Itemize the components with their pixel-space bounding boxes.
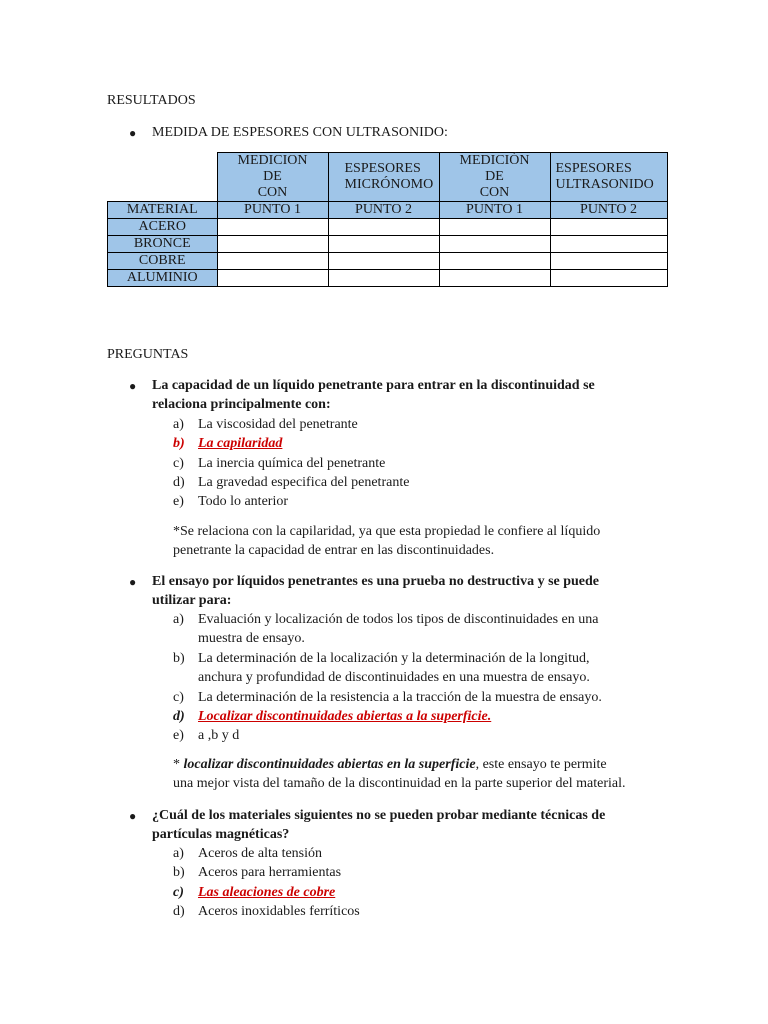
question-2-note: * localizar discontinuidades abiertas en la superficie, este ensayo te permite una mejor vista del tamaño de la discontinuidad en la parte superior del material. [173,757,626,791]
bullet-icon: ● [129,126,137,140]
table-cell [217,236,328,253]
table-cell [328,236,439,253]
table-cell [217,219,328,236]
row-label-acero: ACERO [108,219,218,236]
measure-item: MEDIDA DE ESPESORES CON ULTRASONIDO: [152,125,448,140]
table-cell [550,236,667,253]
results-heading: RESULTADOS [107,93,196,108]
table-row [108,270,668,287]
table-cell [217,270,328,287]
row-label-cobre: COBRE [108,253,218,270]
header-espesores-ultrasonido: ESPESORES ULTRASONIDO [550,153,667,202]
question-1-text: La capacidad de un líquido penetrante para entrar en la discontinuidad se relaciona principalmente con: [152,378,595,412]
header-medicion-micrometro: MEDICION DE CON [217,153,328,202]
subheader-punto1-micro: PUNTO 1 [217,202,328,219]
header-espesores-micronomo: ESPESORES MICRÓNOMO [328,153,439,202]
table-cell [439,270,550,287]
table-cell [439,219,550,236]
table-row [108,219,668,236]
header-medicion-ultrasonido: MEDICIÓN DE CON [439,153,550,202]
table-cell [328,253,439,270]
question-3-text: ¿Cuál de los materiales siguientes no se pueden probar mediante técnicas de partículas magnéticas? [152,808,606,842]
table-cell [439,236,550,253]
table-row [108,253,668,270]
table-corner [108,153,218,202]
table-cell [328,219,439,236]
question-1-note: *Se relaciona con la capilaridad, ya que esta propiedad le confiere al líquido penetrante la capacidad de entrar en las discontinuidades. [173,524,601,558]
table-cell [550,270,667,287]
questions-heading: PREGUNTAS [107,347,189,362]
table-cell [439,253,550,270]
table-cell [550,219,667,236]
table-cell [550,253,667,270]
subheader-punto1-ultra: PUNTO 1 [439,202,550,219]
bullet-icon: ● [129,379,137,393]
row-label-aluminio: ALUMINIO [108,270,218,287]
bullet-icon: ● [129,809,137,823]
subheader-punto2-ultra: PUNTO 2 [550,202,667,219]
bullet-icon: ● [129,575,137,589]
question-2-text: El ensayo por líquidos penetrantes es una prueba no destructiva y se puede utilizar para: [152,574,600,608]
subheader-material: MATERIAL [108,202,218,219]
row-label-bronce: BRONCE [108,236,218,253]
table-row [108,236,668,253]
results-table [107,152,668,287]
table-cell [217,253,328,270]
subheader-punto2-micro: PUNTO 2 [328,202,439,219]
table-cell [328,270,439,287]
